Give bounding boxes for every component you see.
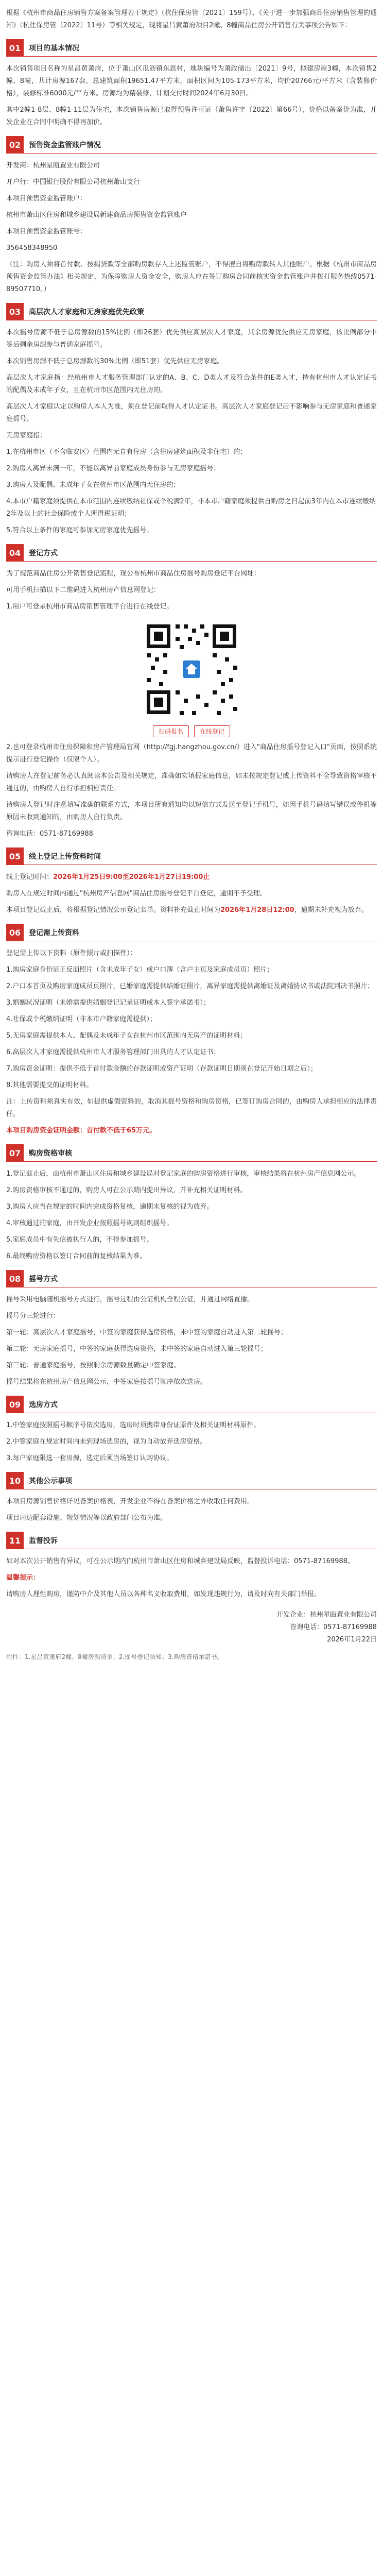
section-header-04 [6, 544, 377, 562]
section-header-02 [6, 136, 377, 154]
materials-intro: 登记需上传以下资料（原件照片或扫描件）： [6, 950, 137, 957]
section-title: 登记方式 [24, 544, 377, 562]
signature-org: 开发企业：杭州星瓯置业有限公司 [276, 1611, 377, 1619]
supplement-deadline [6, 904, 377, 917]
section-header-03 [6, 303, 377, 320]
lottery-round: 第二轮：无房家庭摇号，中签的家庭获得选房资格，未中签的家庭自动进入第三轮摇号； [6, 1345, 268, 1353]
account-line: 开户行：中国银行股份有限公司杭州萧山支行 [6, 178, 141, 186]
account-line: 杭州市萧山区住房和城乡建设局新建商品房预售资金监管账户 [6, 211, 187, 219]
section-number: 08 [6, 1270, 24, 1287]
registration-paragraph: 2.也可登录杭州市住房保障和房产管理局官网（http://fgj.hangzhou.gov.cn/）进入"商品住房摇号登记入口"页面，按照系统提示进行登记操作（仅限个人）。 [6, 743, 377, 764]
funds-requirement: 本项目购房资金证明金额：首付款不低于65万元。 [6, 1127, 156, 1134]
online-register-tag[interactable]: 在线登记 [194, 725, 230, 737]
no-house-condition: 3.购房人及配偶、未成年子女在杭州市区范围内无住房的； [6, 481, 180, 489]
signature-date: 2026年1月22日 [327, 1636, 377, 1643]
review-item: 6.最终购房资格以签订合同前的复核结果为准。 [6, 1252, 147, 1260]
section-number: 09 [6, 1396, 24, 1413]
talent-note: 高层次人才家庭认定以购房人本人为准，须在登记前取得人才认定证书。高层次人才家庭登记后不影响参与无房家庭和普通家庭摇号。 [6, 403, 377, 423]
supplement-text-tail: ，逾期未补充视为放弃。 [294, 906, 368, 914]
signature-block [6, 1609, 377, 1646]
review-item: 5.家庭成员中有失信被执行人的，不得参加摇号。 [6, 1236, 153, 1244]
selection-item: 1.中签家庭按照摇号顺序号依次选房，选房时须携带身份证原件及相关证明材料原件。 [6, 1421, 260, 1429]
section-number: 01 [6, 39, 24, 57]
project-info-paragraph: 本次销售项目名称为星昌黄萧府，位于萧山区瓜沥镇东恩村，地块编号为萧政储出〔2021〕9号，拟建房屋3幢，本次销售2幢、8幢，共计房源167套，总建筑面积19651.47平方米，面积区间为105-173平方米，均价20766元/平方米（含装修价格），装修标准6000元/平方米。房源均为精装修，计划交付时间2024年6月30日。 [6, 65, 377, 97]
section-header-01 [6, 39, 377, 57]
section-number: 07 [6, 1144, 24, 1162]
section-header-08 [6, 1270, 377, 1287]
section-title: 购房资格审核 [24, 1144, 377, 1162]
materials-item: 7.购房资金证明：提供不低于首付款金额的存款证明或资产证明（存款证明日期须在登记开始日期之后）； [6, 1065, 317, 1073]
registration-time-label: 线上登记时间： [6, 873, 54, 881]
talent-definition: 高层次人才家庭指：经杭州市人才服务管理部门认定的A、B、C、D类人才及符合条件的E类人才，持有杭州市人才认定证书的配偶及未成年子女，且在杭州市区范围内无住房的。 [6, 374, 377, 394]
qr-code-icon[interactable] [143, 620, 240, 718]
section-header-11 [6, 1532, 377, 1549]
section-title: 线上登记上传资料时间 [24, 848, 377, 865]
section-title: 其他公示事项 [24, 1472, 377, 1489]
materials-item: 8.其他需要提交的证明材料。 [6, 1081, 93, 1089]
no-house-condition: 1.在杭州市区（不含临安区）范围内无自有住房（含住房建筑面积及非住宅）的； [6, 448, 247, 456]
account-line: 开发商：杭州星瓯置业有限公司 [6, 162, 100, 170]
section-header-05 [6, 848, 377, 865]
section-number: 02 [6, 136, 24, 154]
materials-item: 5.无房家庭需提供本人、配偶及未成年子女在杭州市区范围内无房产的证明材料； [6, 1032, 247, 1040]
registration-time-note: 购房人在规定时间内通过"杭州房产信息网"商品住房摇号登记平台登记，逾期不予受理。 [6, 890, 267, 897]
section-title: 登记需上传资料 [24, 924, 377, 941]
materials-item: 6.高层次人才家庭需提供杭州市人才服务管理部门出具的人才认定证书； [6, 1048, 220, 1056]
talent-policy-paragraph: 本次销售房源不低于总房源数的30%比例（即51套）优先供应无房家庭。 [6, 358, 224, 365]
registration-paragraph: 为了规范商品住房公开销售登记流程，现公布杭州市商品住房摇号购房登记平台网址： [6, 570, 261, 578]
talent-policy-paragraph: 本次摇号房源不低于总房源数的15%比例（即26套）优先供应高层次人才家庭，其余房源优先供应无房家庭，该比例部分中签后剩余房源参与普通家庭摇号。 [6, 329, 377, 349]
qr-tags [6, 725, 377, 737]
lottery-paragraph: 摇号结果将在杭州房产信息网公示，中签家庭按摇号顺序依次选房。 [6, 1378, 207, 1386]
registration-time-value: 2026年1月25日9:00至2026年1月27日19:00止 [53, 873, 210, 881]
section-number: 06 [6, 924, 24, 941]
lottery-round: 第三轮：普通家庭摇号，按照剩余房源数量确定中签家庭。 [6, 1362, 181, 1369]
materials-item: 2.户口本首页及购房家庭成员页照片，已婚家庭需提供结婚证照片，离异家庭需提供离婚证及离婚协议书或法院判决书照片； [6, 982, 374, 990]
section-number: 11 [6, 1532, 24, 1549]
section-title: 监督投诉 [24, 1532, 377, 1549]
account-note: （注：购房人须将首付款、按揭贷款等全部购房款存入上述监管账户，不得擅自将购房款转入其他账户。根据《杭州市商品房预售资金监管办法》相关规定，为保障购房人资金安全，购房人应在签订购房合同前核实资金监管账户并拨打服务热线0571-89507710。） [6, 261, 377, 293]
no-house-condition: 2.购房人离异未满一年，不能以离异前家庭成员身份参与无房家庭摇号； [6, 465, 220, 472]
intro-paragraph: 根据《杭州市商品住房销售方案备案管理若干规定》（杭住保房管〔2021〕159号）、《关于进一步加强商品住房销售管理的通知》（杭住保房管〔2022〕11号）等相关规定，现将星昌黄萧府项目2幢、8幢商品住房公开销售有关事项公告如下： [6, 9, 377, 29]
scan-register-tag[interactable]: 扫码报名 [153, 725, 189, 737]
registration-paragraph: 1.用户可登录杭州市商品房销售管理平台进行在线登记。 [6, 603, 173, 611]
materials-note: 注：上传资料须真实有效，如提供虚假资料的，取消其摇号资格和购房资格，已签订购房合同的，由购房人承担相应的法律责任。 [6, 1098, 377, 1118]
selection-item: 2.中签家庭在规定时间内未到现场选房的，视为自动放弃选房资格。 [6, 1438, 207, 1446]
registration-time [6, 871, 377, 884]
reminder-label: 温馨提示： [6, 1574, 40, 1582]
lottery-paragraph: 摇号分三轮进行： [6, 1312, 60, 1320]
account-number: 356458348950 [6, 244, 58, 252]
account-line: 本项目预售资金监管账号： [6, 228, 87, 235]
lottery-paragraph: 摇号采用电脑随机摇号方式进行，摇号过程由公证机构全程公证，并通过网络直播。 [6, 1296, 254, 1303]
footnote: 附件：1.星昌黄萧府2幢、8幢房源清单；2.摇号登记须知；3.购房资格承诺书。 [6, 1653, 223, 1660]
reminder-paragraph: 请购房人理性购房，谨防中介及其他人员以各种名义收取费用，如发现违规行为，请及时向有关部门举报。 [6, 1590, 321, 1598]
section-title: 项目的基本情况 [24, 39, 377, 57]
materials-item: 1.购房家庭身份证正反面照片（含未成年子女）或户口簿（含户主页及家庭成员页）照片； [6, 966, 274, 974]
review-item: 1.登记截止后，由杭州市萧山区住房和城乡建设局对登记家庭的购房资格进行审核，审核结果将在杭州房产信息网公示。 [6, 1170, 361, 1178]
materials-item: 3.婚姻状况证明（未婚需提供婚姻登记记录证明或本人签字承诺书）； [6, 999, 210, 1007]
consult-phone: 咨询电话：0571-87169988 [6, 830, 93, 838]
no-house-condition: 4.本市户籍家庭须提供在本市范围内连续缴纳社保或个税满2年，非本市户籍家庭须提供自购房之日起前3年内在本市连续缴纳2年及以上的社会保险或个人所得税证明； [6, 498, 376, 518]
other-item: 项目周边配套设施、规划情况等以政府部门公布为准。 [6, 1514, 167, 1522]
section-number: 04 [6, 544, 24, 562]
section-header-10 [6, 1472, 377, 1489]
section-header-06 [6, 924, 377, 941]
supplement-text: 本项目登记截止后，将根据登记情况公示登记名单。资料补充截止时间为 [6, 906, 221, 914]
section-title: 选房方式 [24, 1396, 377, 1413]
no-house-condition: 5.符合以上条件的家庭可参加无房家庭优先摇号。 [6, 527, 153, 534]
registration-paragraph: 请购房人在登记前务必认真阅读本公告及相关规定，准确如实填报家庭信息，如未按规定登记或上传资料不全导致资格审核不通过的，由购房人自行承担相应责任。 [6, 772, 377, 792]
review-item: 4.审核通过的家庭，由开发企业按照摇号规则组织摇号。 [6, 1219, 173, 1227]
section-title: 预售资金监管账户情况 [24, 136, 377, 154]
section-title: 高层次人才家庭和无房家庭优先政策 [24, 303, 377, 320]
review-item: 3.购房人应当在规定的时间内完成资格复核，逾期未复核的视为放弃。 [6, 1203, 214, 1211]
account-line: 本项目预售资金监管账户： [6, 195, 87, 202]
supplement-deadline-value: 2026年1月28日12:00 [220, 906, 294, 914]
section-header-07 [6, 1144, 377, 1162]
registration-paragraph: 请购房人登记时注意填写准确的联系方式，本项目所有通知均以短信方式发送至登记手机号，如因手机号码填写错误或停机等原因未收到通知的，由购房人自行负责。 [6, 801, 377, 821]
other-item: 本项目房源销售价格详见备案价格表，开发企业不得在备案价格之外收取任何费用。 [6, 1498, 254, 1505]
section-number: 03 [6, 303, 24, 320]
section-number: 10 [6, 1472, 24, 1489]
lottery-round: 第一轮：高层次人才家庭摇号，中签的家庭获得选房资格，未中签的家庭自动进入第二轮摇号； [6, 1329, 288, 1336]
qr-code-wrapper [6, 620, 377, 718]
materials-item: 4.社保或个税缴纳证明（非本市户籍家庭需提供）； [6, 1015, 156, 1023]
section-title: 摇号方式 [24, 1270, 377, 1287]
section-header-09 [6, 1396, 377, 1413]
no-house-title: 无房家庭指： [6, 432, 47, 439]
registration-paragraph: 可用手机扫描以下二维码进入杭州房产信息网登记： [6, 586, 161, 594]
selection-item: 3.每户家庭限选一套房源，选定后须当场签订认购协议。 [6, 1454, 173, 1462]
review-item: 2.购房资格审核不通过的，购房人可在公示期内提出异议，并补充相关证明材料。 [6, 1187, 247, 1194]
complaint-paragraph: 如对本次公开销售有异议，可在公示期内向杭州市萧山区住房和城乡建设局反映，监督投诉电话：0571-87169988。 [6, 1557, 354, 1565]
section-number: 05 [6, 848, 24, 865]
project-info-paragraph-2: 其中2幢1-8层、8幢1-11层为住宅，本次销售房源已取得预售许可证（萧售许字〔2022〕第66号），价格以备案价为准，开发企业在合同中明确不得再加价。 [6, 106, 377, 126]
signature-tel: 咨询电话：0571-87169988 [290, 1623, 377, 1631]
